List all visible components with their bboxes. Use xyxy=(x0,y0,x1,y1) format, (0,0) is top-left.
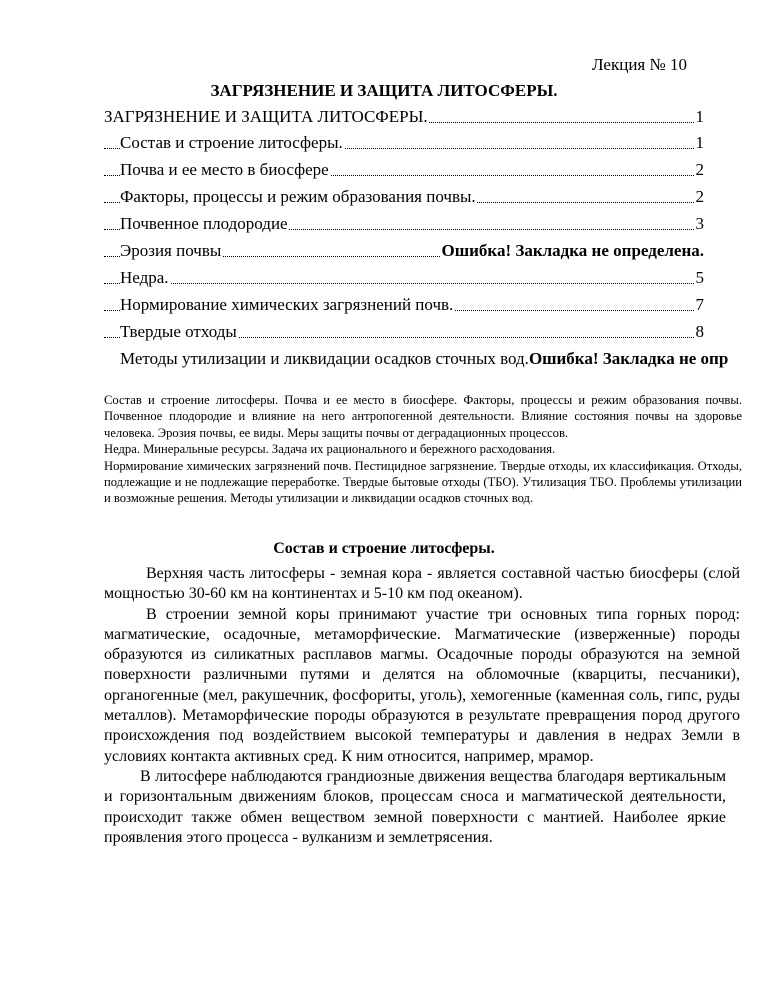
toc-entry-title: Эрозия почвы xyxy=(120,241,222,260)
toc-entry-page: 2 xyxy=(694,156,705,183)
toc-entry[interactable] xyxy=(104,264,704,291)
summary-paragraph: Недра. Минеральные ресурсы. Задача их рационального и бережного расходования. xyxy=(104,442,556,457)
toc-entry-title: ЗАГРЯЗНЕНИЕ И ЗАЩИТА ЛИТОСФЕРЫ. xyxy=(104,107,428,126)
toc-entry-title: Почва и ее место в биосфере xyxy=(120,160,329,179)
toc-entry-title: Недра. xyxy=(120,268,169,287)
toc-entry[interactable] xyxy=(104,345,729,372)
body-paragraph: Верхняя часть литосферы - земная кора - является составной частью биосферы (слой мощностью 30-60 км на континентах и 5-10 км под океаном). xyxy=(104,565,740,603)
toc-entry-page: 1 xyxy=(694,129,705,156)
toc-entry[interactable] xyxy=(104,291,704,318)
toc-entry-page: 1 xyxy=(694,105,705,129)
summary-paragraph: Состав и строение литосферы. Почва и ее место в биосфере. Факторы, процессы и режим образования почвы. Почвенное плодородие и влияние на него антропогенной деятельности. Влияние состояния почвы на здоровье человека. Эрозия почвы, ее виды. Меры защиты почвы от деградационных процессов. xyxy=(104,393,742,440)
toc-entry-title: Методы утилизации и ликвидации осадков сточных вод. xyxy=(120,349,529,368)
section-heading: Состав и строение литосферы. xyxy=(273,540,495,557)
toc-entry-page: 3 xyxy=(694,210,705,237)
toc-entry-page: 5 xyxy=(694,264,705,291)
toc-entry-title: Твердые отходы xyxy=(120,322,237,341)
page-title: ЗАГРЯЗНЕНИЕ И ЗАЩИТА ЛИТОСФЕРЫ. xyxy=(210,81,558,100)
lecture-summary xyxy=(104,392,742,507)
toc-entry-page: 2 xyxy=(694,183,705,210)
toc-entry[interactable] xyxy=(104,129,704,156)
summary-paragraph: Нормирование химических загрязнений почв. Пестицидное загрязнение. Твердые отходы, их классификация. Отходы, подлежащие и не подлежащие переработке. Твердые бытовые отходы (ТБО). Утилизация ТБО. Проблемы утилизации и возможные решения. Методы утилизации и ликвидации осадков сточных вод. xyxy=(104,458,742,506)
toc-entry-page: 7 xyxy=(694,291,705,318)
toc-entry-title: Нормирование химических загрязнений почв. xyxy=(120,295,454,314)
body-paragraph: В строении земной коры принимают участие три основных типа горных пород: магматические, осадочные, метаморфические. Магматические (изверженные) породы образуются из силикатных расплавов магмы. Осадочные породы образуются на земной поверхности различными путями и делятся на обломочные (кварциты, песчаники), органогенные (мел, ракушечник, фосфориты, уголь), хемогенные (каменная соль, гипс, руды металлов). Метаморфические породы образуются в результате превращения пород другого происхождения под воздействием высокой температуры и давления в недрах Земли в условиях контакта активных сред. К ним относится, например, мрамор. xyxy=(104,605,740,765)
toc-leader-dots xyxy=(104,283,704,284)
lecture-number: Лекция № 10 xyxy=(592,55,687,74)
toc-entry-title: Состав и строение литосферы. xyxy=(120,133,343,152)
section-body xyxy=(104,564,740,848)
toc-entry[interactable] xyxy=(104,237,704,264)
toc-entry[interactable] xyxy=(104,318,704,345)
toc-entry-error: Ошибка! Закладка не определена. xyxy=(440,237,704,264)
toc-entry[interactable] xyxy=(104,183,704,210)
toc-entry-title: Почвенное плодородие xyxy=(120,214,288,233)
toc-entry-page: 8 xyxy=(694,318,705,345)
toc-entry-title: Факторы, процессы и режим образования почвы. xyxy=(120,187,476,206)
body-paragraph: В литосфере наблюдаются грандиозные движения вещества благодаря вертикальным и горизонтальным движениям блоков, процессам сноса и магматической деятельности, происходит также обмен веществом земной поверхности с мантией. Наиболее яркие проявления этого процесса - вулканизм и землетрясения. xyxy=(104,767,726,846)
toc-entry-error: Ошибка! Закладка не опр xyxy=(528,349,729,368)
toc-entry[interactable] xyxy=(104,156,704,183)
toc-entry[interactable] xyxy=(104,105,704,129)
toc-entry[interactable] xyxy=(104,210,704,237)
table-of-contents xyxy=(104,105,729,372)
